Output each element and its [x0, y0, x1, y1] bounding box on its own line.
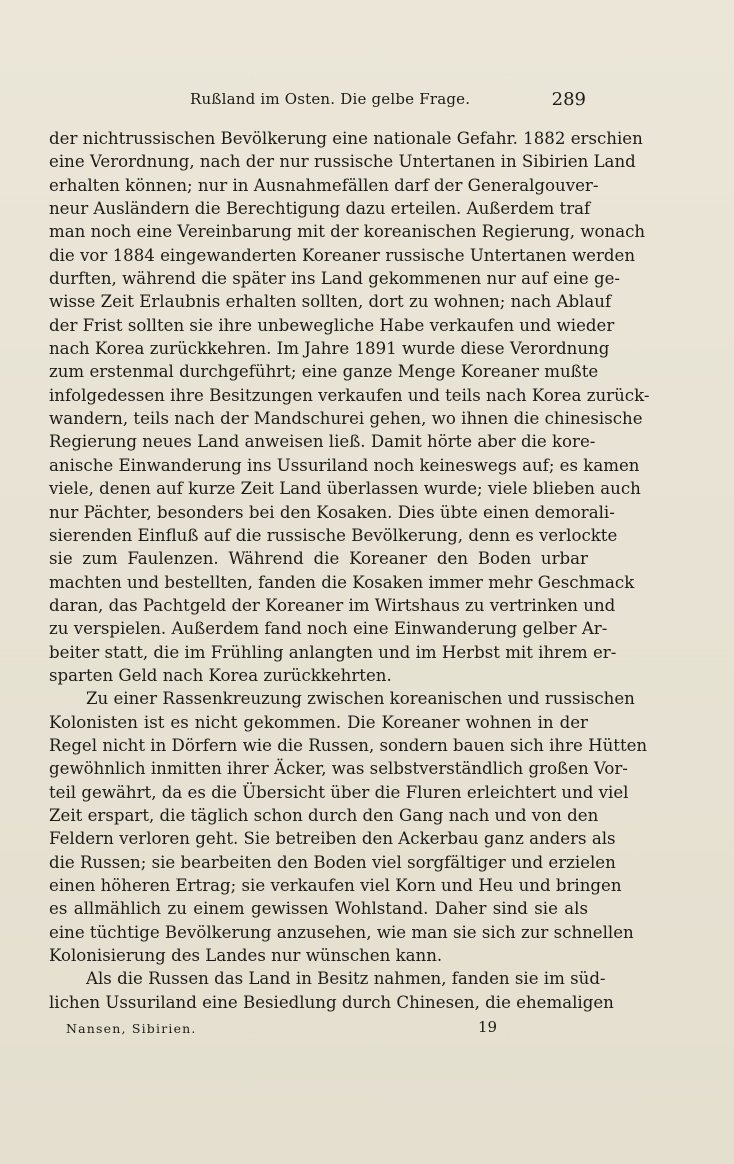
text-line: Als die Russen das Land in Besitz nahmen, fanden sie im süd- — [86, 969, 606, 989]
signature-mark: Nansen, Sibirien. — [66, 1021, 197, 1036]
text-line: zu verspielen. Außerdem fand noch eine Einwanderung gelber Ar- — [49, 619, 608, 639]
body-text — [49, 127, 650, 1014]
text-line: nach Korea zurückkehren. Im Jahre 1891 wurde diese Verordnung — [49, 339, 610, 359]
text-line: es allmählich zu einem gewissen Wohlstand. Daher sind sie als — [49, 899, 588, 919]
text-line: Regierung neues Land anweisen ließ. Damit hörte aber die kore- — [49, 432, 596, 452]
text-line: eine tüchtige Bevölkerung anzusehen, wie man sie sich zur schnellen — [49, 922, 634, 942]
text-line: daran, das Pachtgeld der Koreaner im Wirtshaus zu vertrinken und — [49, 595, 616, 615]
text-line: der nichtrussischen Bevölkerung eine nationale Gefahr. 1882 erschien — [49, 129, 643, 148]
text-line: anische Einwanderung ins Ussuriland noch keineswegs auf; es kamen — [49, 455, 640, 475]
text-line: einen höheren Ertrag; sie verkaufen viel Korn und Heu und bringen — [49, 876, 622, 895]
text-line: zum erstenmal durchgeführt; eine ganze Menge Koreaner mußte — [49, 362, 599, 382]
text-line: sparten Geld nach Korea zurückkehrten. — [49, 665, 392, 685]
text-line: Zu einer Rassenkreuzung zwischen koreanischen und russischen — [86, 689, 635, 709]
text-line: gewöhnlich inmitten ihrer Äcker, was selbstverständlich großen Vor- — [49, 759, 628, 779]
text-line: Kolonisten ist es nicht gekommen. Die Koreaner wohnen in der — [49, 712, 588, 732]
text-line: der Frist sollten sie ihre unbewegliche Habe verkaufen und wieder — [49, 315, 615, 335]
text-line: man noch eine Vereinbarung mit der koreanischen Regierung, wonach — [49, 222, 646, 242]
running-title: Rußland im Osten. Die gelbe Frage. — [190, 90, 471, 108]
page-number: 289 — [551, 89, 586, 110]
sheet-number: 19 — [478, 1018, 498, 1036]
text-line: eine Verordnung, nach der nur russische Untertanen in Sibirien Land — [49, 152, 636, 172]
running-head — [0, 89, 734, 113]
text-line: lichen Ussuriland eine Besiedlung durch Chinesen, die ehemaligen — [49, 992, 614, 1012]
text-line: wandern, teils nach der Mandschurei gehen, wo ihnen die chinesische — [49, 409, 643, 429]
paragraph-2 — [49, 687, 648, 967]
text-line: teil gewährt, da es die Übersicht über die Fluren erleichtert und viel — [49, 782, 629, 802]
text-line: Feldern verloren geht. Sie betreiben den Ackerbau ganz anders als — [49, 829, 616, 849]
text-line: Regel nicht in Dörfern wie die Russen, sondern bauen sich ihre Hütten — [49, 735, 648, 755]
text-line: durften, während die später ins Land gekommenen nur auf eine ge- — [49, 269, 621, 289]
text-line: die vor 1884 eingewanderten Koreaner russische Untertanen werden — [49, 245, 636, 265]
paragraph-3 — [49, 967, 614, 1014]
text-line: infolgedessen ihre Besitzungen verkaufen und teils nach Korea zurück- — [49, 385, 650, 405]
text-line: erhalten können; nur in Ausnahmefällen darf der Generalgouver- — [49, 175, 599, 195]
text-line: machten und bestellten, fanden die Kosaken immer mehr Geschmack — [49, 572, 635, 592]
text-line: sierenden Einfluß auf die russische Bevölkerung, denn es verlockte — [49, 525, 618, 545]
text-line: sie zum Faulenzen. Während die Koreaner den Boden urbar — [49, 549, 588, 569]
text-line: beiter statt, die im Frühling anlangten und im Herbst mit ihrem er- — [49, 642, 617, 662]
text-line: wisse Zeit Erlaubnis erhalten sollten, dort zu wohnen; nach Ablauf — [49, 292, 612, 312]
text-line: Zeit erspart, die täglich schon durch den Gang nach und von den — [49, 805, 599, 825]
text-line: neur Ausländern die Berechtigung dazu erteilen. Außerdem traf — [49, 199, 591, 219]
text-line: viele, denen auf kurze Zeit Land überlassen wurde; viele blieben auch — [49, 479, 641, 499]
text-line: Kolonisierung des Landes nur wünschen kann. — [49, 946, 443, 966]
text-line: die Russen; sie bearbeiten den Boden viel sorgfältiger und erzielen — [49, 852, 616, 872]
text-line: nur Pächter, besonders bei den Kosaken. Dies übte einen demorali- — [49, 502, 615, 522]
paragraph-1 — [49, 127, 650, 687]
page-footer — [0, 1018, 734, 1038]
